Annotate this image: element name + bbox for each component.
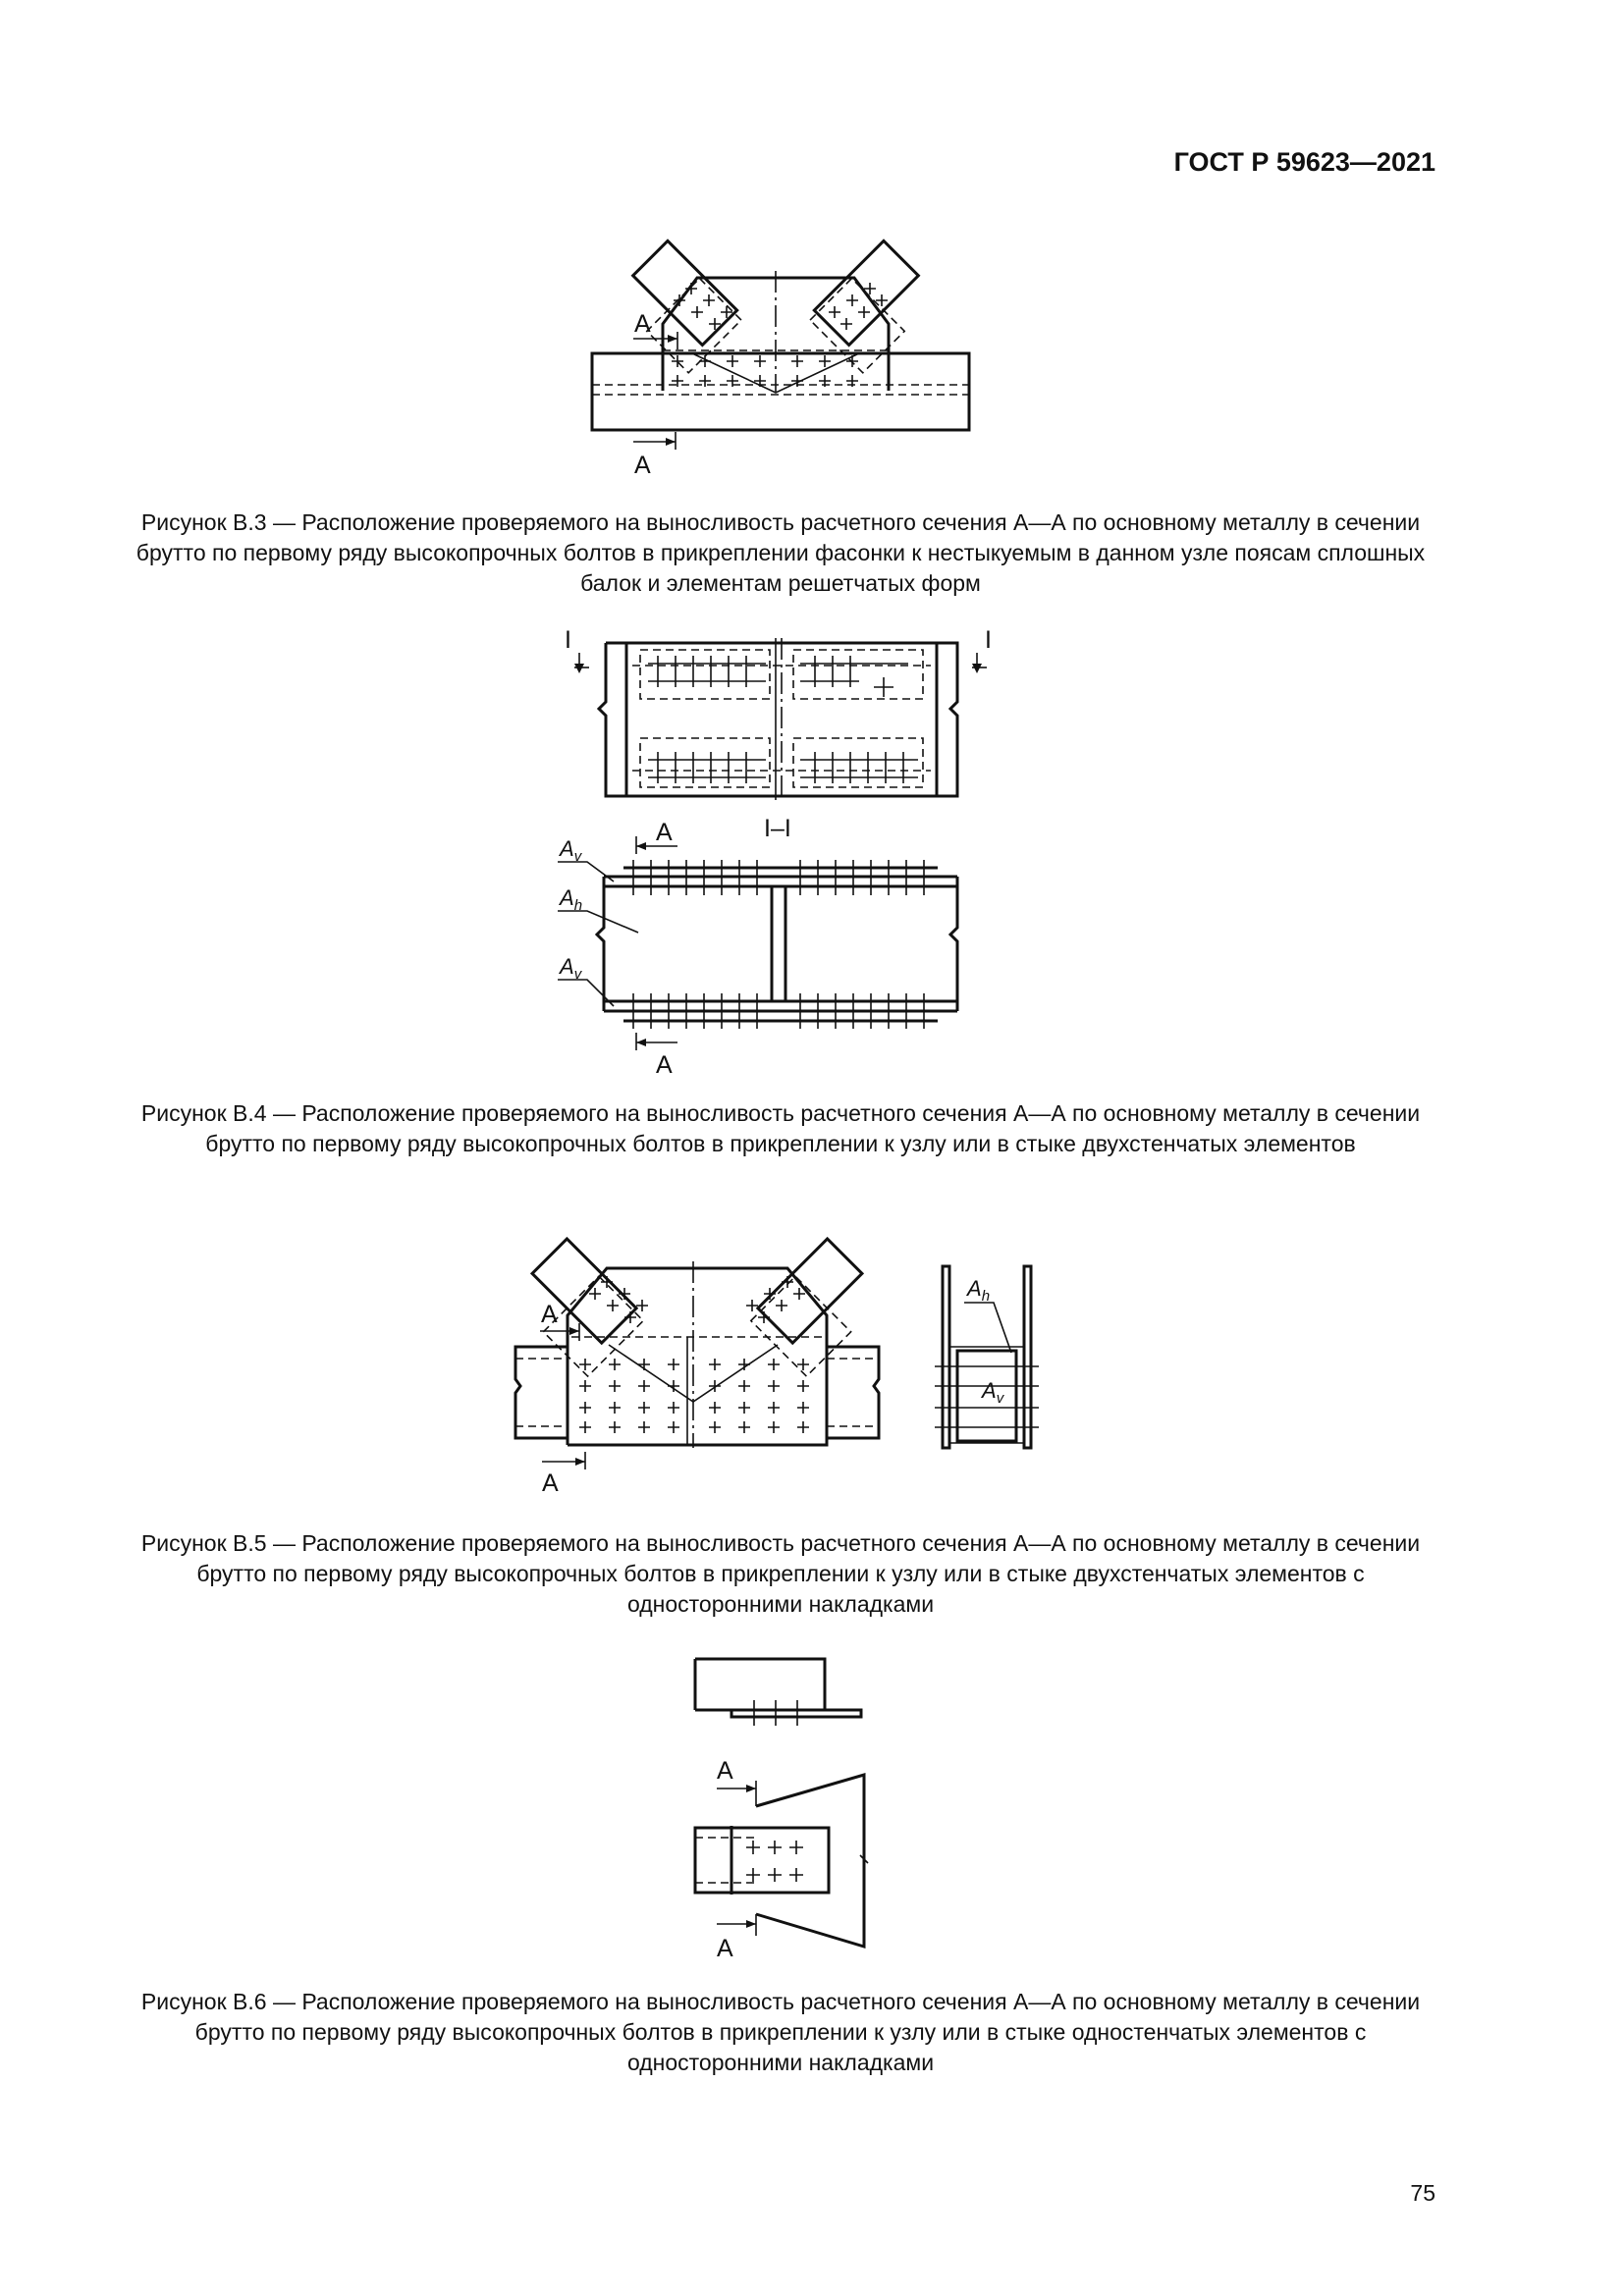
figure-b5-caption: Рисунок В.5 — Расположение проверяемого на выносливость расчетного сечения А—А по основному металлу в сечении брутто по первому ряду высокопрочных болтов в прикреплении к узлу или в стыке двухстенчатых элементов с односторонними накладками bbox=[140, 1530, 1421, 1617]
b4-av-top-label: $A_v$ bbox=[560, 836, 582, 865]
b4-section-name: I–I bbox=[764, 815, 791, 842]
b4-label-a-top: А bbox=[656, 819, 673, 846]
b4-cut-right-label: I bbox=[985, 626, 992, 654]
b4-ah-label: $A_h$ bbox=[560, 885, 583, 914]
b6-plan-view bbox=[695, 1775, 868, 1947]
b6-elevation-view bbox=[695, 1659, 861, 1726]
page-number: 75 bbox=[1410, 2180, 1435, 2206]
document-header: ГОСТ Р 59623—2021 bbox=[1173, 147, 1435, 177]
b5-label-a-bottom: А bbox=[542, 1469, 559, 1497]
b6-label-a-top: А bbox=[717, 1757, 733, 1785]
b6-section-markers bbox=[717, 1757, 756, 1962]
b5-av-label: $A_v$ bbox=[982, 1378, 1004, 1407]
figure-b3-caption: Рисунок В.3 — Расположение проверяемого на выносливость расчетного сечения А—А по основному металлу в сечении брутто по первому ряду высокопрочных болтов в прикреплении фасонки к нестыкуемым в данном узле поясам сплошных балок и элементам решетчатых форм bbox=[135, 509, 1426, 596]
b5-ah-label: $A_h$ bbox=[967, 1276, 991, 1305]
b3-label-a-bottom: А bbox=[634, 452, 651, 479]
b4-cut-left-label: I bbox=[565, 626, 571, 654]
figure-b6-caption: Рисунок В.6 — Расположение проверяемого на выносливость расчетного сечения А—А по основному металлу в сечении брутто по первому ряду высокопрочных болтов в прикреплении к узлу или в стыке одностенчатых элементов с односторонними накладками bbox=[140, 1989, 1421, 2075]
figure-b4-caption: Рисунок В.4 — Расположение проверяемого на выносливость расчетного сечения А—А по основному металлу в сечении брутто по первому ряду высокопрочных болтов в прикреплении к узлу или в стыке двухстенчатых элементов bbox=[140, 1100, 1421, 1156]
b4-label-a-bottom: А bbox=[656, 1051, 673, 1079]
b4-av-bottom-label: $A_v$ bbox=[560, 954, 582, 983]
b5-label-a-top: А bbox=[541, 1301, 558, 1328]
b3-label-a-top: А bbox=[634, 310, 651, 338]
b6-label-a-bottom: А bbox=[717, 1935, 733, 1962]
